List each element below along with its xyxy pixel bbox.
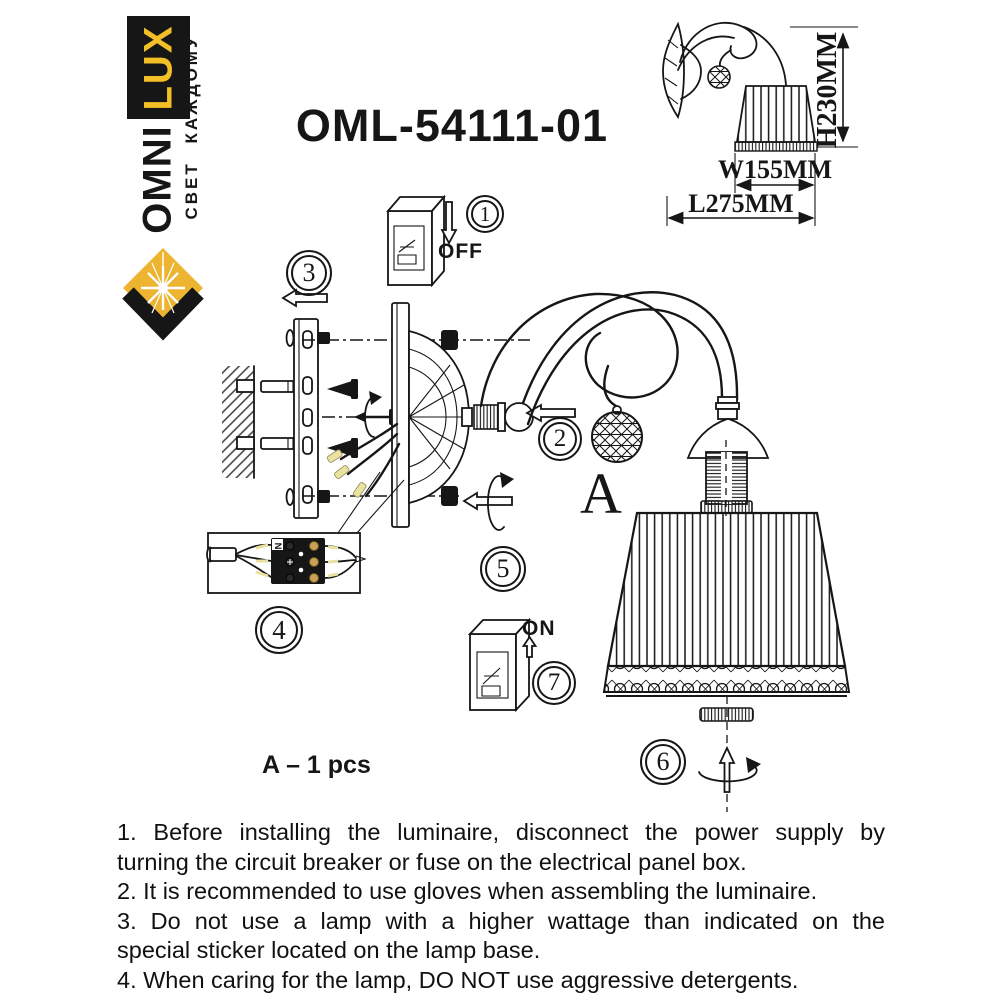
crystal-pendant <box>592 406 642 462</box>
lamp-socket <box>688 397 768 516</box>
terminal-box <box>207 533 365 593</box>
parts-count-label: A – 1 pcs <box>262 751 371 779</box>
instruction-line: 1. Before installing the luminaire, disconnect the power supply by <box>117 819 885 845</box>
instruction-line: 3. Do not use a lamp with a higher wattage than indicated on the <box>117 907 885 934</box>
step-5-badge: 5 <box>480 546 526 592</box>
dimension-length-label: L275MM <box>688 189 794 218</box>
step-4-badge: 4 <box>255 606 303 654</box>
step6-rotation-arrow-icon <box>699 748 761 792</box>
logo-omni-text: OMNI <box>136 124 180 234</box>
arm-thread-joint <box>474 403 533 431</box>
switch-off-label: OFF <box>438 240 483 263</box>
logo-lux-text: LUX <box>136 24 180 111</box>
mounting-bracket <box>287 319 331 518</box>
switch-on-label: ON <box>522 617 556 640</box>
logo-tagline: СВЕТ КАЖДОМУ <box>182 34 201 220</box>
step-6-badge: 6 <box>640 739 686 785</box>
dimension-lamp-drawing <box>663 23 817 151</box>
logo-lux-badge <box>127 16 190 119</box>
part-a-label: A <box>580 461 622 526</box>
canopy <box>392 303 472 527</box>
brand-diamond-icon <box>123 248 203 329</box>
instruction-line: special sticker located on the lamp base. <box>117 937 541 964</box>
step-1-badge: 1 <box>466 195 504 233</box>
dimension-width-label: W155MM <box>717 155 833 184</box>
step-2-badge: 2 <box>538 417 582 461</box>
step-7-badge: 7 <box>532 661 576 705</box>
step-3-badge: 3 <box>286 250 332 296</box>
wall-section <box>222 366 254 478</box>
instruction-line: turning the circuit breaker or fuse on the electrical panel box. <box>117 848 747 875</box>
step5-screw-rotation-icon <box>464 472 514 530</box>
dimension-height-label: H230MM <box>812 31 843 149</box>
instructions-block <box>117 818 885 996</box>
instruction-line: 2. It is recommended to use gloves when assembling the luminaire. <box>117 878 818 905</box>
model-number-title: OML-54111-01 <box>295 100 609 151</box>
terminal-neutral-label: N <box>273 542 285 550</box>
instruction-line: 4. When caring for the lamp, DO NOT use aggressive detergents. <box>117 966 799 993</box>
logo-omni <box>127 119 190 239</box>
canopy-wires <box>326 424 399 498</box>
mounting-screws <box>327 379 358 458</box>
